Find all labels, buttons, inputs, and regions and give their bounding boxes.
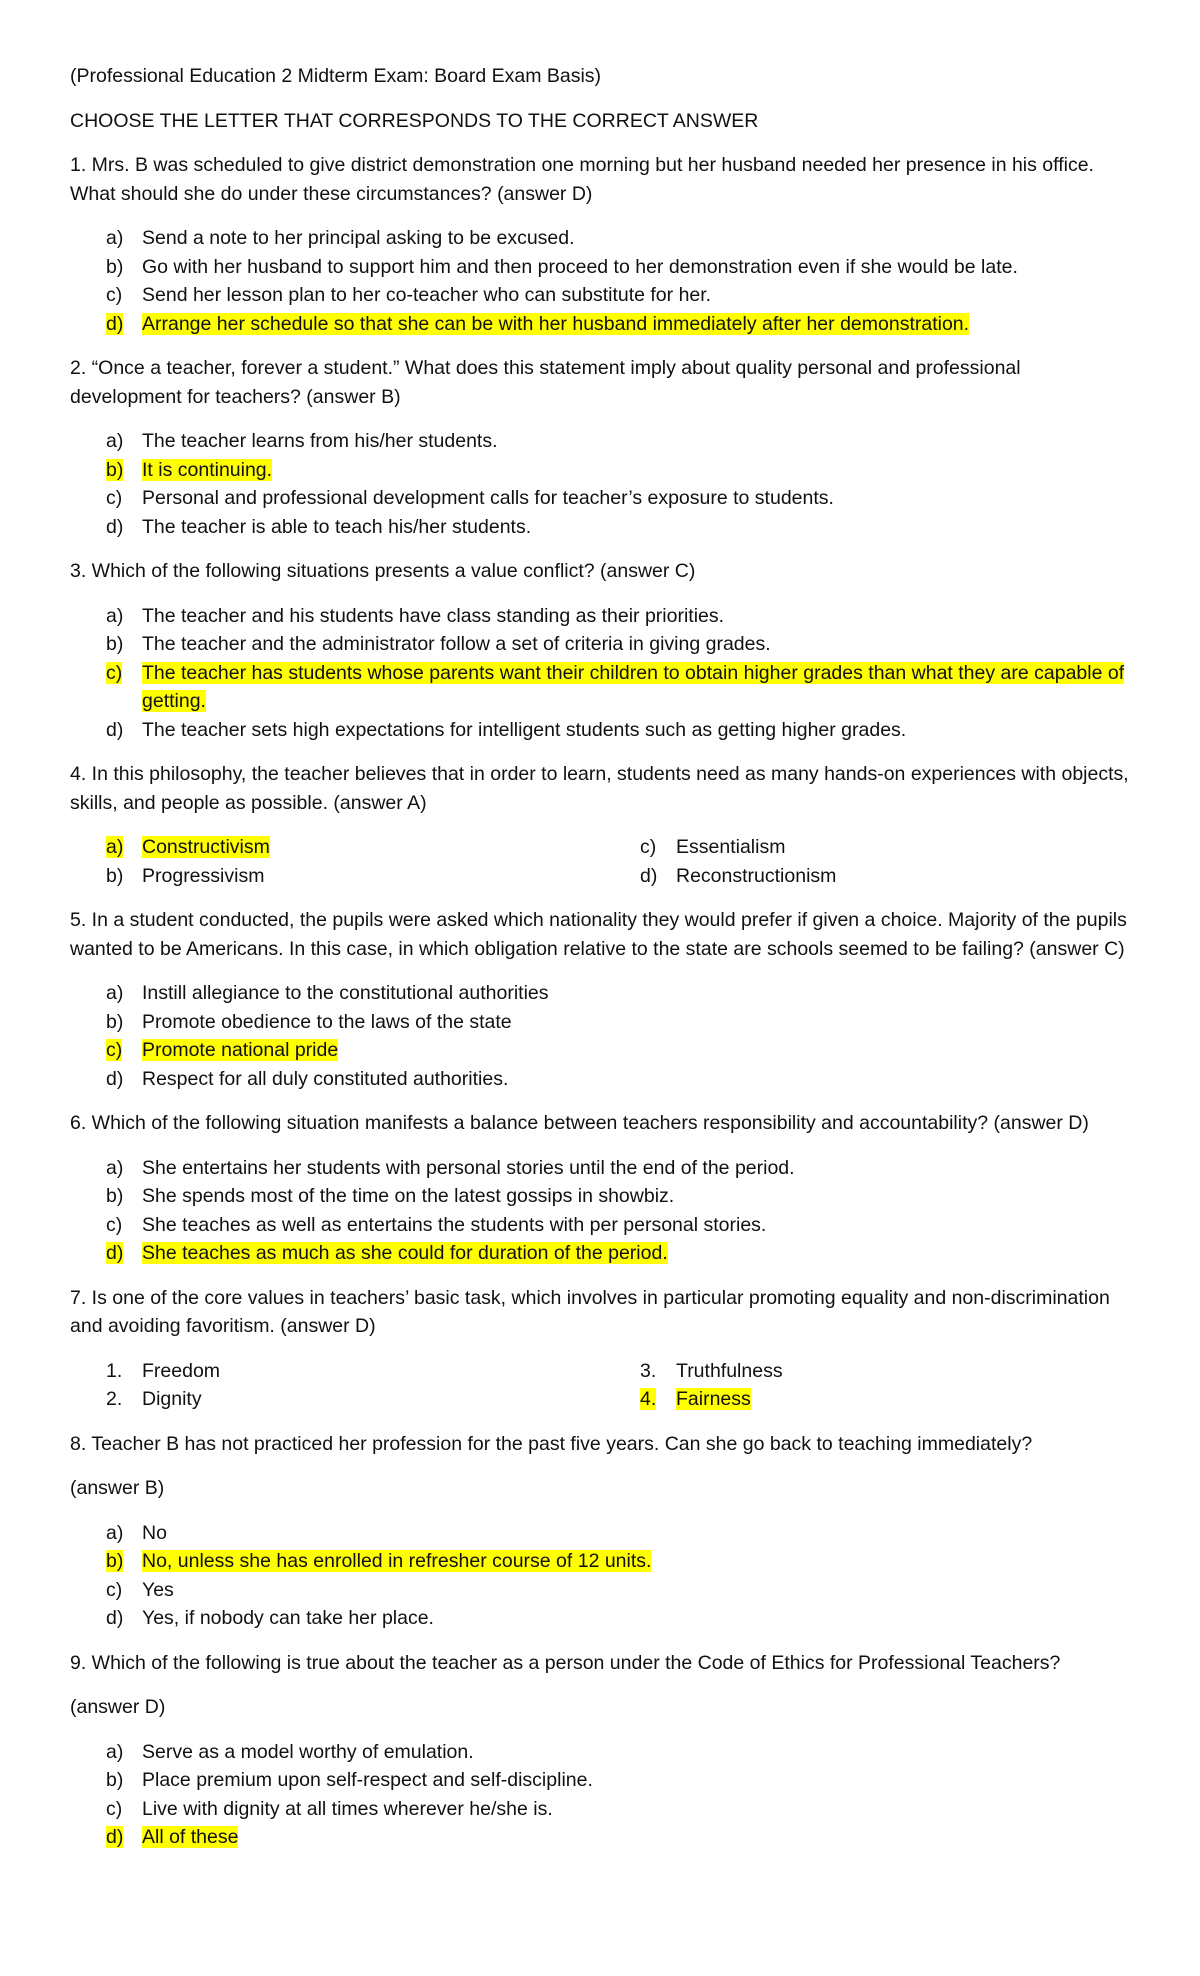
option: 3. Truthfulness [640,1359,783,1382]
highlighted-answer: b) No, unless she has enrolled in refresher course of 12 units. [106,1550,652,1572]
question-1-options [70,224,1135,338]
highlighted-answer: b) It is continuing. [106,458,273,481]
option: c) Live with dignity at all times wherever he/she is. [106,1797,553,1820]
option: 2. Dignity [106,1388,202,1410]
highlighted-answer: 4. Fairness [640,1388,751,1410]
highlighted-answer: a) Constructivism [106,836,270,858]
question-9-answer: (answer D) [70,1696,166,1718]
option: b) She spends most of the time on the latest gossips in showbiz. [106,1185,675,1207]
question-9-text: 9. Which of the following is true about the teacher as a person under the Code of Ethics for Professional Teachers? [70,1651,1061,1674]
option: d) The teacher is able to teach his/her students. [106,515,532,538]
question-9-options [70,1738,1135,1852]
question-4-text: 4. In this philosophy, the teacher believes that in order to learn, students need as many hands-on experiences with objects, skills, and people as possible. (answer A) [70,763,1129,814]
question-3-options [70,602,1135,745]
question-4-options [70,833,1135,890]
question-8-text: 8. Teacher B has not practiced her profession for the past five years. Can she go back to teaching immediately? [70,1432,1033,1455]
options-column-right [640,833,1135,890]
option: d) Reconstructionism [640,864,837,887]
option: c) Essentialism [640,836,786,858]
option: a) Send a note to her principal asking to be excused. [106,227,575,249]
question-7-text: 7. Is one of the core values in teachers’ basic task, which involves in particular promoting equality and non-discrimination and avoiding favoritism. (answer D) [70,1286,1110,1337]
option: 1. Freedom [106,1359,221,1382]
option: a) Instill allegiance to the constitutional authorities [106,982,549,1004]
question-1-text: 1. Mrs. B was scheduled to give district demonstration one morning but her husband needed her presence in his office. What should she do under these circumstances? (answer D) [70,154,1094,205]
option: b) Place premium upon self-respect and self-discipline. [106,1769,593,1791]
exam-title: (Professional Education 2 Midterm Exam: Board Exam Basis) [70,65,602,87]
question-7-options [70,1357,1135,1414]
question-3-text: 3. Which of the following situations presents a value conflict? (answer C) [70,560,696,582]
highlighted-answer: c) The teacher has students whose parents want their children to obtain higher grades than what they are capable of getting. [106,661,1125,712]
question-5-options [70,979,1135,1093]
option: c) Yes [106,1578,174,1601]
option: a) The teacher and his students have class standing as their priorities. [106,604,725,627]
option: a) Serve as a model worthy of emulation. [106,1740,474,1763]
question-6-options [70,1154,1135,1268]
option: a) She entertains her students with personal stories until the end of the period. [106,1156,795,1179]
option: b) Progressivism [106,864,265,887]
highlighted-answer: d) Arrange her schedule so that she can be with her husband immediately after her demonstration. [106,312,970,335]
option: d) Respect for all duly constituted authorities. [106,1067,509,1090]
highlighted-answer: d) All of these [106,1826,239,1848]
question-5-text: 5. In a student conducted, the pupils were asked which nationality they would prefer if given a choice. Majority of the pupils wanted to be Americans. In this case, in which obligation relative to the state are schools seemed to be failing? (answer C) [70,909,1127,960]
option: c) Personal and professional development calls for teacher’s exposure to students. [106,487,834,509]
highlighted-answer: d) She teaches as much as she could for duration of the period. [106,1242,668,1264]
option: a) No [106,1521,167,1544]
question-8-options [70,1519,1135,1633]
highlighted-answer: c) Promote national pride [106,1039,339,1061]
question-2-options [70,427,1135,541]
question-8-answer: (answer B) [70,1477,165,1499]
option: b) Promote obedience to the laws of the state [106,1010,512,1033]
question-6-text: 6. Which of the following situation manifests a balance between teachers responsibility and accountability? (answer D) [70,1112,1089,1134]
options-column-right [640,1357,1135,1414]
option: c) Send her lesson plan to her co-teacher who can substitute for her. [106,284,712,306]
exam-instruction: CHOOSE THE LETTER THAT CORRESPONDS TO THE CORRECT ANSWER [70,109,759,132]
option: d) Yes, if nobody can take her place. [106,1607,434,1629]
option: b) Go with her husband to support him and then proceed to her demonstration even if she would be late. [106,255,1018,278]
option: d) The teacher sets high expectations for intelligent students such as getting higher grades. [106,718,907,741]
option: c) She teaches as well as entertains the students with per personal stories. [106,1213,767,1236]
option: b) The teacher and the administrator follow a set of criteria in giving grades. [106,633,771,655]
options-column-left [70,1357,640,1414]
option: a) The teacher learns from his/her students. [106,430,498,452]
options-column-left [70,833,640,890]
question-2-text: 2. “Once a teacher, forever a student.” What does this statement imply about quality personal and professional development for teachers? (answer B) [70,357,1021,408]
exam-document [70,62,1135,1868]
